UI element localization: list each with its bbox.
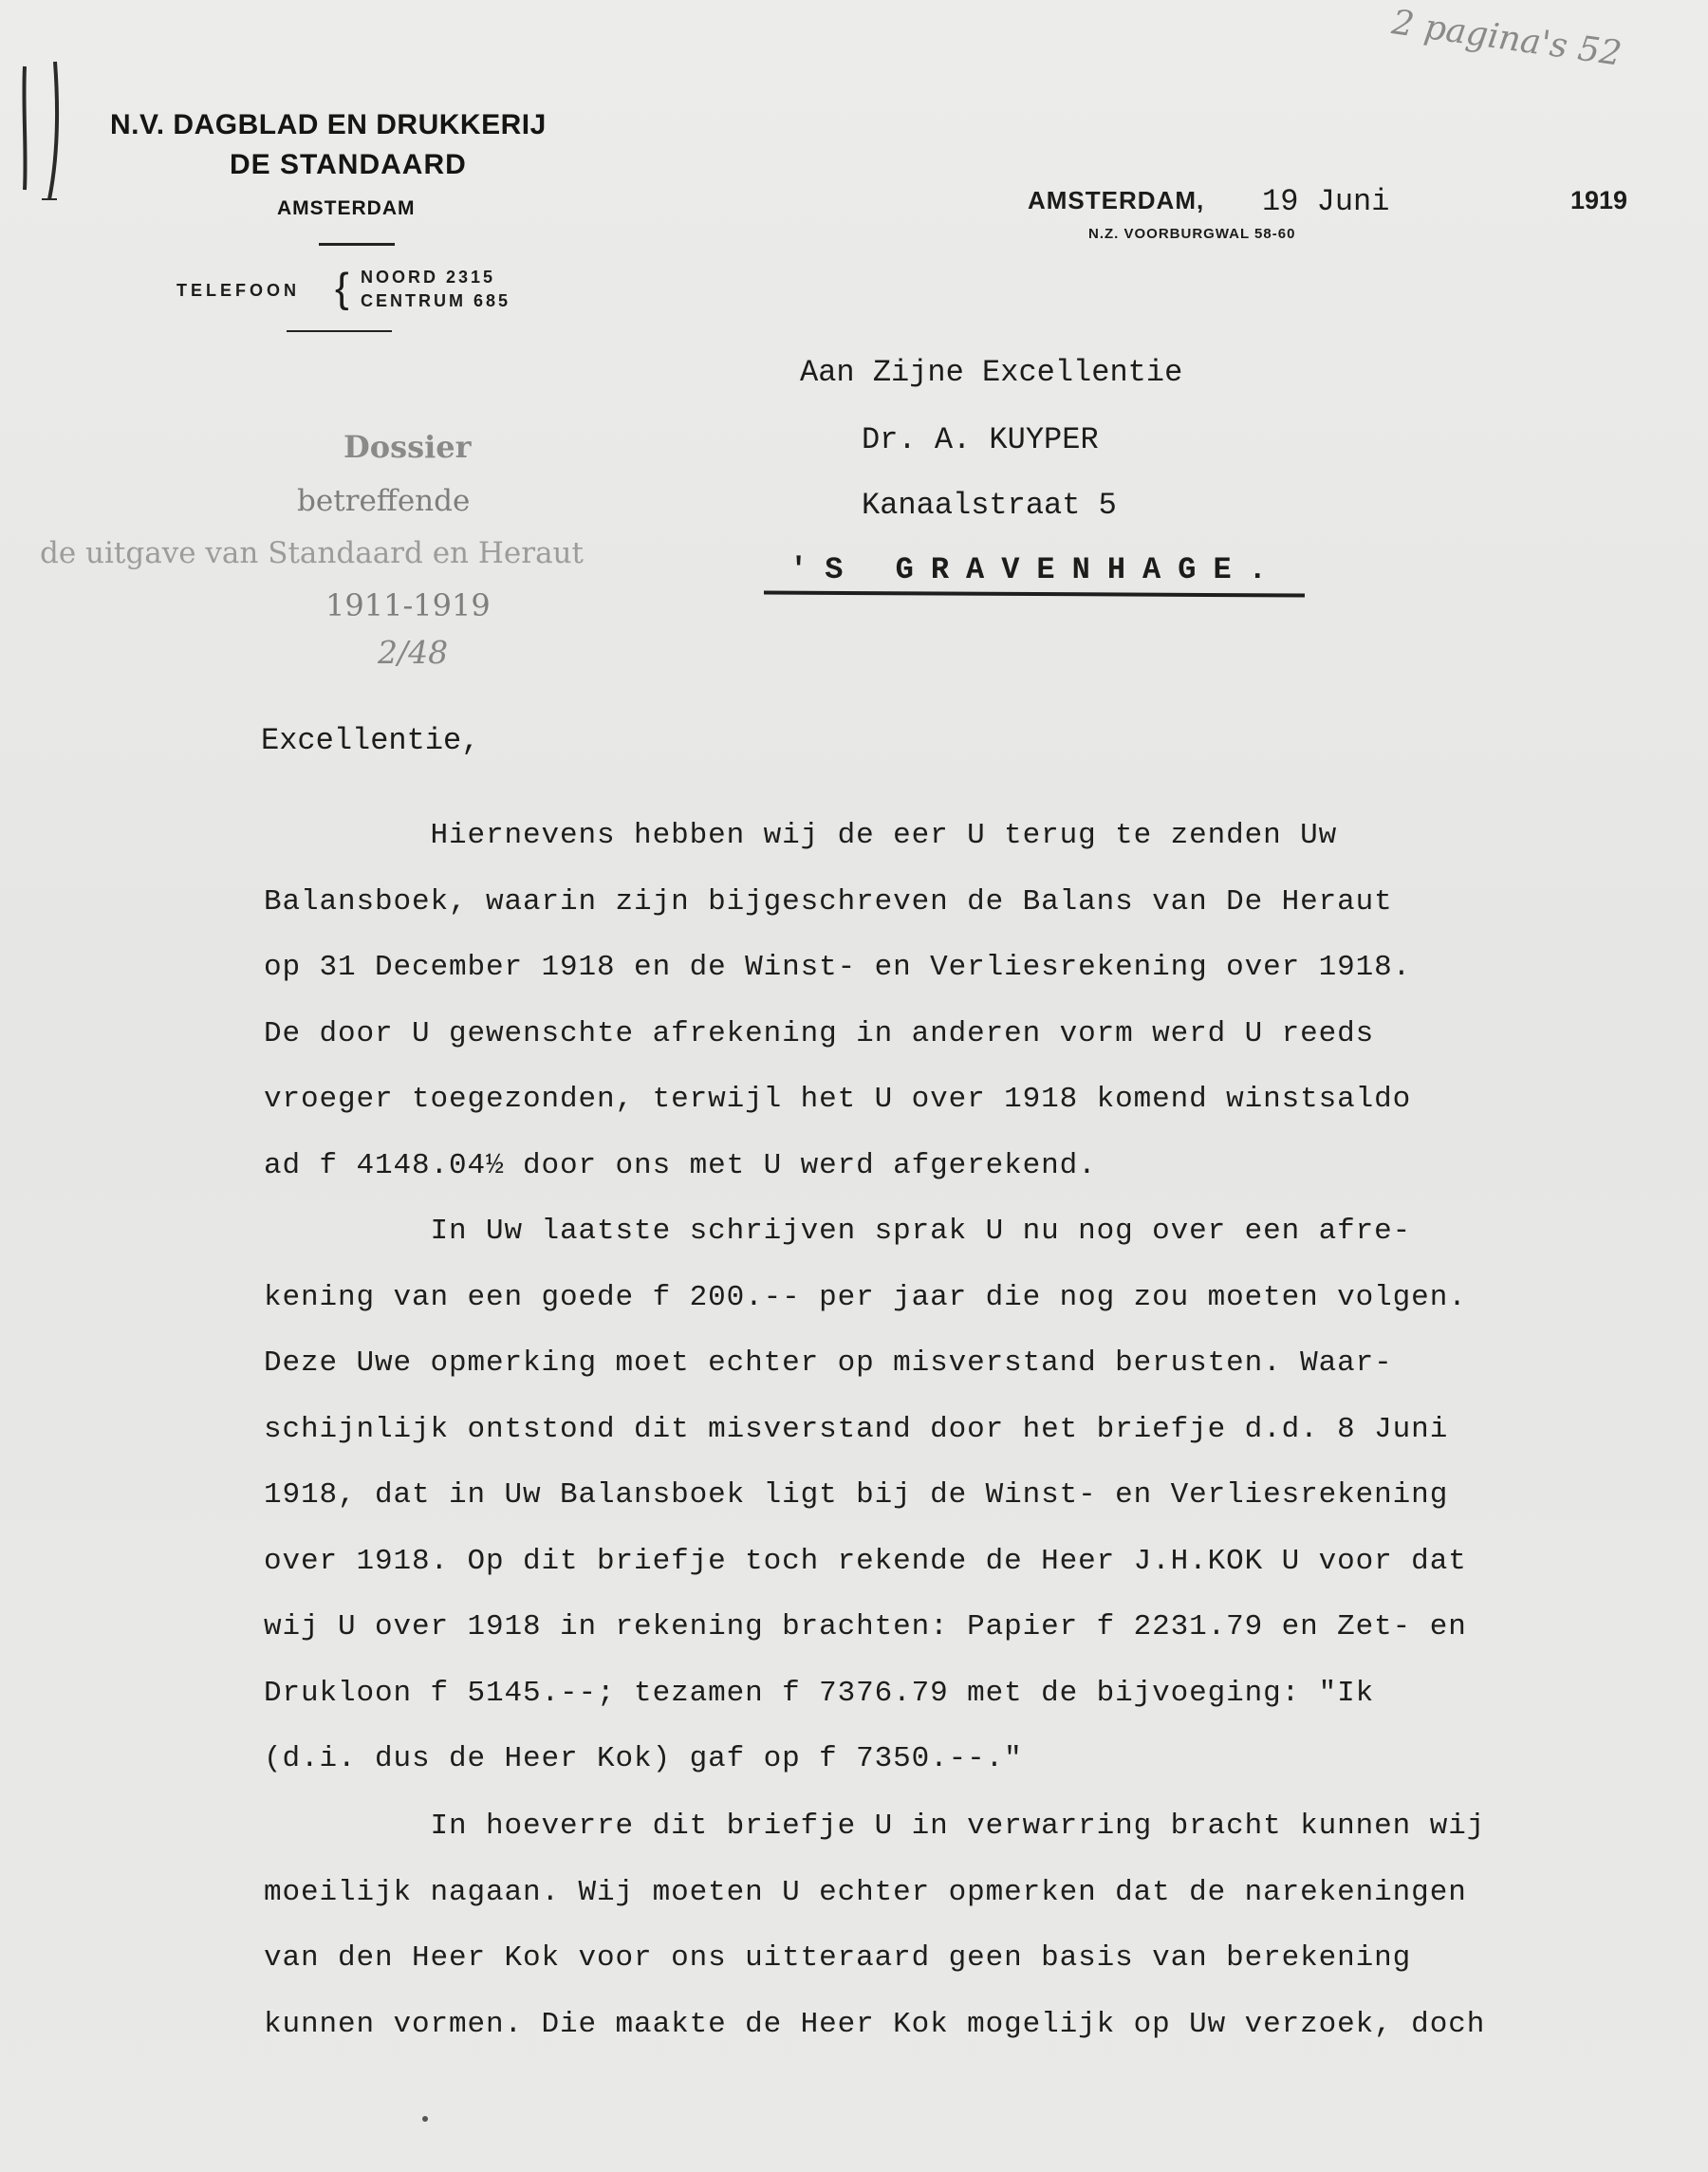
body-line: De door U gewenschte afrekening in anderen vorm werd U reeds [264, 1016, 1375, 1050]
body-line: ad f 4148.04½ door ons met U werd afgerekend. [264, 1148, 1097, 1182]
margin-pencil-mark [13, 57, 70, 209]
body-line: wij U over 1918 in rekening brachten: Papier f 2231.79 en Zet- en [264, 1610, 1467, 1643]
dossier-stamp-line2: betreffende [297, 484, 471, 518]
telephone-label: TELEFOON [176, 281, 300, 300]
handwritten-page-note: 2 pagina's 52 [1389, 3, 1624, 74]
body-line: Drukloon f 5145.--; tezamen f 7376.79 met de bijvoeging: "Ik [264, 1676, 1375, 1710]
telephone-number-noord: NOORD 2315 [361, 268, 496, 287]
letter-place: AMSTERDAM, [1028, 186, 1205, 214]
body-line: schijnlijk ontstond dit misverstand door het briefje d.d. 8 Juni [264, 1412, 1449, 1446]
body-paragraph-3 [264, 1793, 1611, 2057]
paper-speck [422, 2116, 428, 2122]
recipient-city-underline [764, 591, 1305, 598]
body-line: over 1918. Op dit briefje toch rekende de Heer J.H.KOK U voor dat [264, 1544, 1467, 1578]
salutation: Excellentie, [261, 723, 480, 758]
recipient-name: Dr. A. KUYPER [862, 422, 1099, 457]
dossier-stamp-title: Dossier [343, 429, 472, 465]
body-line: kening van een goede f 200.-- per jaar die nog zou moeten volgen. [264, 1280, 1467, 1314]
body-line: In Uw laatste schrijven sprak U nu nog over een afre- [264, 1215, 1412, 1248]
body-line: In hoeverre dit briefje U in verwarring bracht kunnen wij [264, 1810, 1486, 1843]
letterhead-divider [319, 243, 395, 246]
letter-year: 1919 [1570, 186, 1628, 214]
body-line: Balansboek, waarin zijn bijgeschreven de Balans van De Heraut [264, 884, 1393, 919]
body-line: van den Heer Kok voor ons uitteraard geen basis van berekening [264, 1941, 1412, 1975]
dossier-stamp-number: 2/48 [378, 634, 449, 671]
body-paragraph-1 [264, 803, 1592, 1198]
body-line: Deze Uwe opmerking moet echter op misverstand berusten. Waar- [264, 1346, 1393, 1380]
body-line: kunnen vormen. Die maakte de Heer Kok mogelijk op Uw verzoek, doch [264, 2007, 1486, 2041]
company-name-line1: N.V. DAGBLAD EN DRUKKERIJ [110, 109, 547, 140]
body-paragraph-2 [264, 1198, 1592, 1792]
body-line: (d.i. dus de Heer Kok) gaf op f 7350.--." [264, 1742, 1023, 1775]
recipient-street: Kanaalstraat 5 [862, 488, 1117, 523]
telephone-brace: { [335, 265, 349, 311]
body-line: 1918, dat in Uw Balansboek ligt bij de Winst- en Verliesrekening [264, 1478, 1449, 1512]
letter-date: 19 Juni [1262, 184, 1390, 219]
recipient-line1: Aan Zijne Excellentie [800, 355, 1183, 390]
dossier-stamp-years: 1911-1919 [325, 587, 491, 623]
body-line: moeilijk nagaan. Wij moeten U echter opmerken dat de narekeningen [264, 1875, 1467, 1909]
recipient-city: 'S GRAVENHAGE. [789, 552, 1284, 587]
body-line: Hiernevens hebben wij de eer U terug te zenden Uw [264, 819, 1338, 852]
body-line: op 31 December 1918 en de Winst- en Verliesrekening over 1918. [264, 951, 1412, 984]
letterhead-divider-lower [287, 330, 392, 332]
sender-address: N.Z. VOORBURGWAL 58-60 [1088, 226, 1296, 242]
body-line: vroeger toegezonden, terwijl het U over 1918 komend winstsaldo [264, 1083, 1412, 1116]
telephone-number-centrum: CENTRUM 685 [361, 291, 511, 310]
company-city: AMSTERDAM [277, 197, 416, 219]
company-name-line2: DE STANDAARD [230, 149, 467, 180]
dossier-stamp-line3: de uitgave van Standaard en Heraut [40, 536, 584, 570]
